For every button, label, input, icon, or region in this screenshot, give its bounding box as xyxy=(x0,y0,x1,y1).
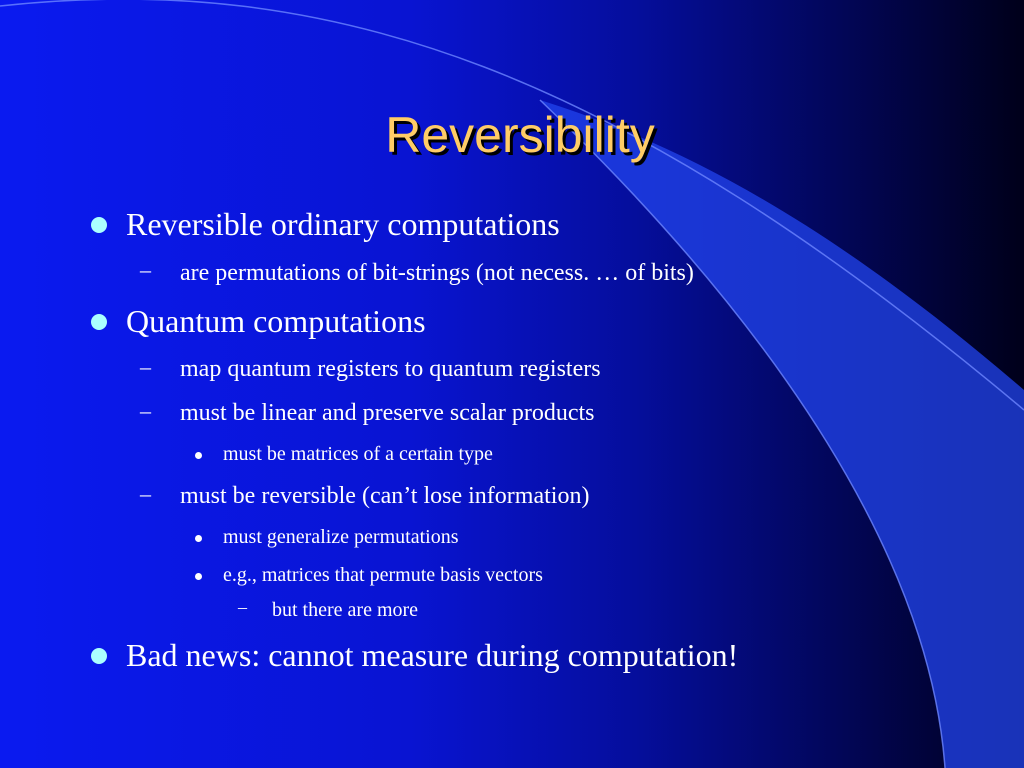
bullet-dot-small-icon xyxy=(195,573,202,580)
dash-icon: – xyxy=(140,354,151,379)
bullet-level2: are permutations of bit-strings (not necess. … of bits) xyxy=(180,260,694,286)
bullet-dot-small-icon xyxy=(195,452,202,459)
bullet-dot-small-icon xyxy=(195,535,202,542)
bullet-dot-icon xyxy=(91,217,107,233)
bullet-level3: must generalize permutations xyxy=(223,526,459,548)
bullet-dot-icon xyxy=(91,648,107,664)
slide-title: Reversibility xyxy=(385,107,655,163)
bullet-level4: but there are more xyxy=(272,599,419,621)
bullet-level2: must be reversible (can’t lose information) xyxy=(180,483,590,509)
bullet-level3: e.g., matrices that permute basis vectors xyxy=(223,564,543,586)
dash-icon: – xyxy=(140,257,151,282)
dash-icon: – xyxy=(238,597,247,617)
bullet-level1: Quantum computations xyxy=(126,303,426,339)
bullet-level1: Reversible ordinary computations xyxy=(126,206,560,242)
dash-icon: – xyxy=(140,481,151,506)
bullet-level2: map quantum registers to quantum registers xyxy=(180,356,601,382)
bullet-level1: Bad news: cannot measure during computation! xyxy=(126,637,739,673)
bullet-level3: must be matrices of a certain type xyxy=(223,443,493,465)
dash-icon: – xyxy=(140,398,151,423)
bullet-dot-icon xyxy=(91,314,107,330)
bullet-level2: must be linear and preserve scalar products xyxy=(180,400,595,426)
